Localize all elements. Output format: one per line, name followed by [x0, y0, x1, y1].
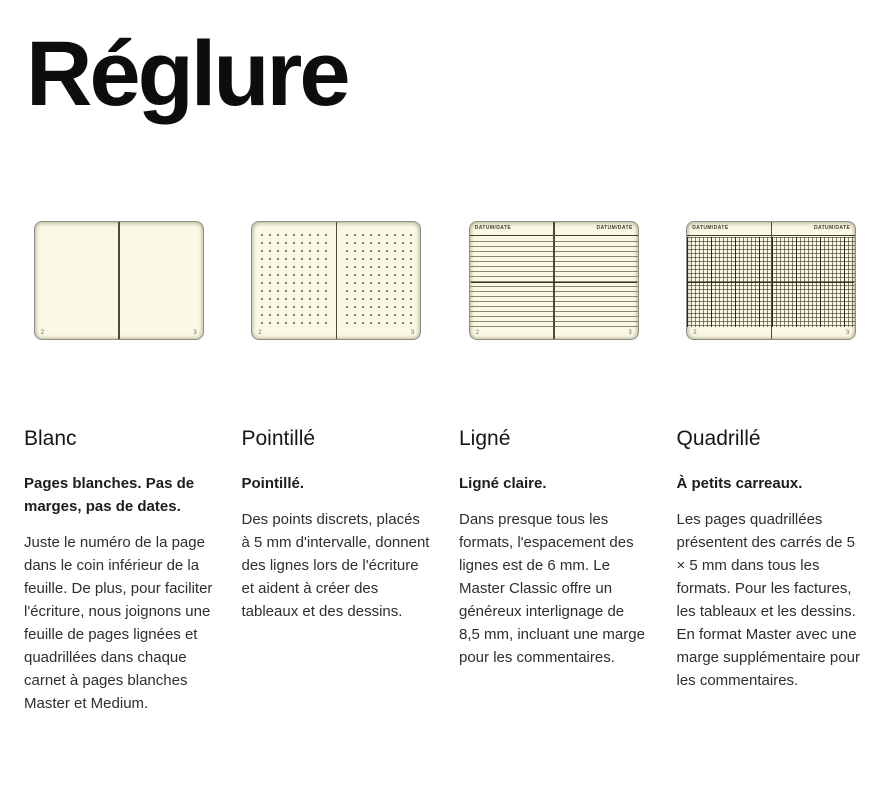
style-heading-blanc: Blanc	[24, 426, 77, 450]
style-heading-ligne: Ligné	[459, 426, 511, 450]
column-ligne	[459, 221, 649, 715]
style-description: Dans presque tous les formats, l'espacement des lignes est de 6 mm. Le Master Classic offre un généreux interlignage de 8,5 mm, incluant une marge pour les commentaires.	[459, 510, 645, 666]
ruling-grid	[687, 237, 770, 327]
column-blanc	[24, 221, 214, 715]
page-number: 2	[475, 329, 480, 336]
notebook-preview-wrap	[24, 221, 214, 340]
notebook-page-left	[687, 222, 770, 339]
date-label: DATUM/DATE	[772, 222, 855, 236]
style-heading-pointille: Pointillé	[241, 426, 316, 450]
notebook-preview-dotted	[251, 221, 421, 340]
notebook-preview-wrap	[459, 221, 649, 340]
notebook-page-right	[337, 222, 420, 339]
page-number: 3	[845, 329, 850, 336]
page-number: 2	[40, 329, 45, 336]
page-number: 3	[193, 329, 197, 336]
style-description: Des points discrets, placés à 5 mm d'intervalle, donnent des lignes lors de l'écriture et aident à créer des tableaux et des dessins.	[241, 510, 430, 620]
notebook-preview-grid	[686, 221, 856, 340]
date-label: DATUM/DATE	[470, 222, 553, 236]
notebook-preview-wrap	[242, 221, 432, 340]
notebook-page-right	[772, 222, 855, 339]
ruling-dotted	[342, 230, 415, 326]
page-number: 2	[258, 329, 262, 336]
page-number: 2	[693, 329, 697, 336]
style-subheading: Pages blanches. Pas de marges, pas de dates.	[24, 474, 195, 515]
notebook-page-left	[470, 222, 553, 339]
notebook-preview-lined	[469, 221, 639, 340]
ruling-lined	[470, 237, 553, 327]
page	[0, 23, 890, 715]
column-quadrille	[677, 221, 867, 715]
style-subheading: Pointillé.	[241, 474, 305, 492]
notebook-page-right	[555, 222, 638, 339]
notebook-preview-blank	[34, 221, 204, 340]
page-number: 3	[628, 329, 632, 336]
style-subheading: Ligné claire.	[459, 474, 547, 492]
date-label: DATUM/DATE	[687, 222, 770, 236]
page-title: Réglure	[26, 23, 348, 125]
ruling-grid	[772, 237, 855, 327]
notebook-page-left	[35, 222, 118, 339]
style-heading-quadrille: Quadrillé	[676, 426, 761, 450]
notebook-page-left	[252, 222, 335, 339]
style-subheading: À petits carreaux.	[676, 474, 803, 492]
page-number: 3	[410, 329, 415, 336]
ruling-columns	[24, 221, 866, 715]
style-description: Juste le numéro de la page dans le coin inférieur de la feuille. De plus, pour faciliter l'écriture, nous joignons une feuille de pages lignées et quadrillées dans chaque carnet à pages blanches Master et Medium.	[24, 533, 213, 712]
notebook-page-right	[120, 222, 203, 339]
ruling-lined	[555, 237, 638, 327]
ruling-dotted	[257, 230, 330, 326]
column-pointille	[242, 221, 432, 715]
notebook-preview-wrap	[677, 221, 867, 340]
style-description: Les pages quadrillées présentent des carrés de 5 × 5 mm dans tous les formats. Pour les factures, les tableaux et les dessins. En format Master avec une marge supplémentaire pour les commentaires.	[676, 510, 860, 689]
date-label: DATUM/DATE	[555, 222, 638, 236]
